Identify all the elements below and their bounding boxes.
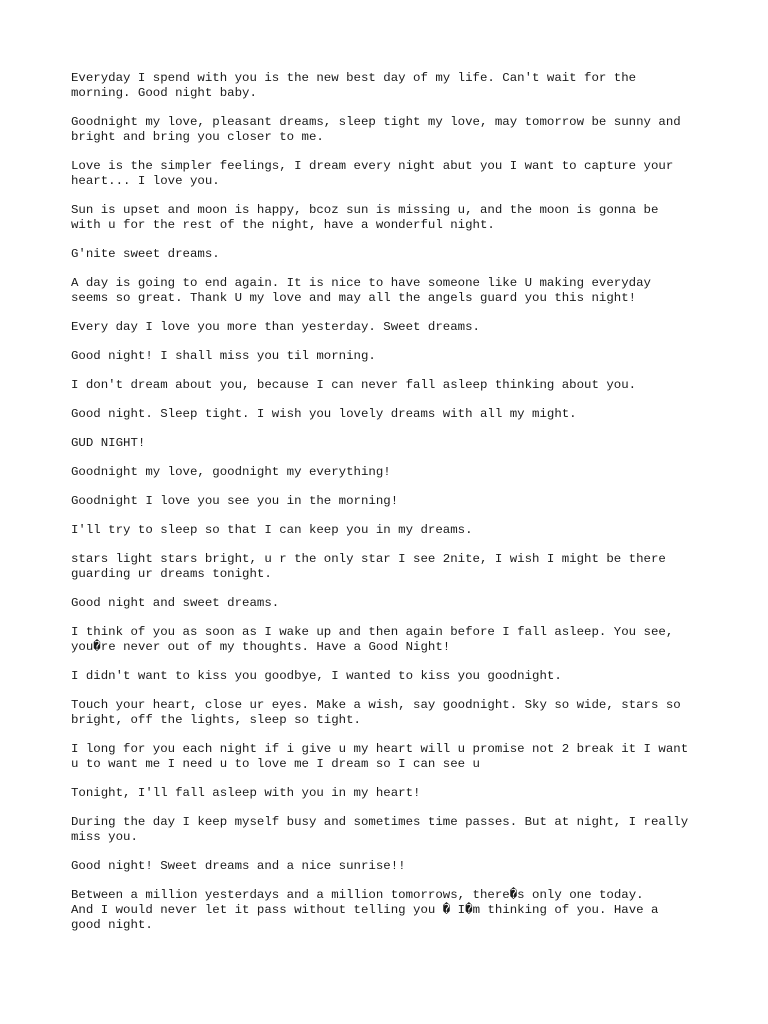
message-paragraph: I long for you each night if i give u my heart will u promise not 2 break it I want u to want me I need u to love me I dream so I can see u bbox=[71, 742, 689, 771]
document-page bbox=[71, 71, 701, 947]
message-paragraph: During the day I keep myself busy and sometimes time passes. But at night, I really miss you. bbox=[71, 815, 689, 844]
message-paragraph: Good night and sweet dreams. bbox=[71, 596, 280, 610]
message-paragraph: Good night! I shall miss you til morning. bbox=[71, 349, 376, 363]
message-paragraph: Everyday I spend with you is the new best day of my life. Can't wait for the morning. Good night baby. bbox=[71, 71, 637, 100]
message-paragraph: Touch your heart, close ur eyes. Make a wish, say goodnight. Sky so wide, stars so bright, off the lights, sleep so tight. bbox=[71, 698, 681, 727]
message-paragraph: I didn't want to kiss you goodbye, I wanted to kiss you goodnight. bbox=[71, 669, 562, 683]
message-paragraph: G'nite sweet dreams. bbox=[71, 247, 220, 261]
message-paragraph: A day is going to end again. It is nice to have someone like U making everyday seems so great. Thank U my love and may all the angels guard you this night! bbox=[71, 276, 651, 305]
message-paragraph: stars light stars bright, u r the only star I see 2nite, I wish I might be there guarding ur dreams tonight. bbox=[71, 552, 666, 581]
message-paragraph: I think of you as soon as I wake up and then again before I fall asleep. You see, you�re never out of my thoughts. Have a Good Night! bbox=[71, 625, 674, 654]
message-paragraph: Good night. Sleep tight. I wish you lovely dreams with all my might. bbox=[71, 407, 577, 421]
message-paragraph: GUD NIGHT! bbox=[71, 436, 146, 450]
message-paragraph: I'll try to sleep so that I can keep you in my dreams. bbox=[71, 523, 473, 537]
message-paragraph: Love is the simpler feelings, I dream every night abut you I want to capture your heart... I love you. bbox=[71, 159, 674, 188]
message-paragraph: Good night! Sweet dreams and a nice sunrise!! bbox=[71, 859, 406, 873]
message-paragraph: Between a million yesterdays and a million tomorrows, there�s only one today. And I would never let it pass without telling you � I�m thinking of you. Have a good night. bbox=[71, 888, 659, 932]
message-paragraph: Tonight, I'll fall asleep with you in my heart! bbox=[71, 786, 421, 800]
message-paragraph: Goodnight my love, pleasant dreams, sleep tight my love, may tomorrow be sunny and bright and bring you closer to me. bbox=[71, 115, 681, 144]
message-paragraph: Goodnight my love, goodnight my everything! bbox=[71, 465, 391, 479]
message-paragraph: Goodnight I love you see you in the morning! bbox=[71, 494, 399, 508]
message-paragraph: Every day I love you more than yesterday. Sweet dreams. bbox=[71, 320, 480, 334]
message-paragraph: I don't dream about you, because I can never fall asleep thinking about you. bbox=[71, 378, 637, 392]
message-paragraph: Sun is upset and moon is happy, bcoz sun is missing u, and the moon is gonna be with u for the rest of the night, have a wonderful night. bbox=[71, 203, 659, 232]
